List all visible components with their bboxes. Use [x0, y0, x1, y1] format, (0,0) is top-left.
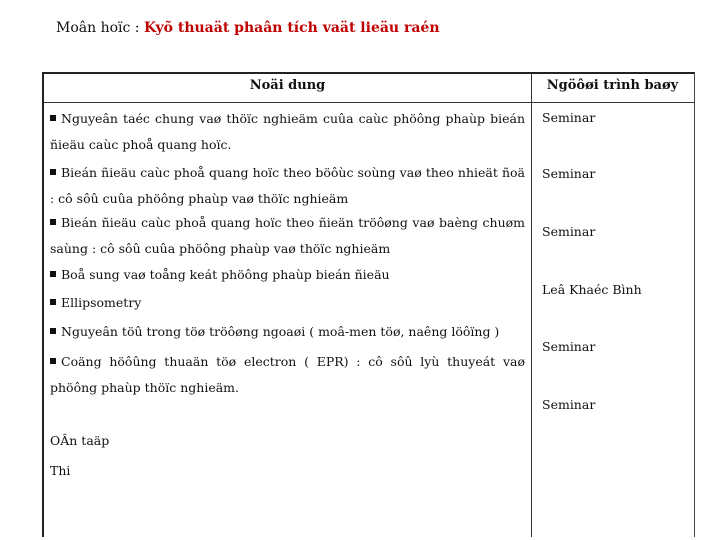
- header-divider: [44, 102, 694, 103]
- bullet-icon: [50, 115, 56, 121]
- column-divider: [531, 74, 532, 537]
- bullet-icon: [50, 219, 56, 225]
- content-item: Boå sung vaø toång keát phöông phaùp bieán ñieäu: [50, 262, 525, 288]
- bullet-icon: [50, 271, 56, 277]
- bullet-icon: [50, 358, 56, 364]
- presenter-cell: Seminar: [542, 397, 596, 412]
- bullet-icon: [50, 169, 56, 175]
- bullet-icon: [50, 328, 56, 334]
- content-item: Bieán ñieäu caùc phoå quang hoïc theo ñieän tröôøng vaø baèng chuøm saùng : cô sôû cuûa phöông phaùp vaø thöïc nghieäm: [50, 215, 525, 256]
- content-item: Nguyeân taéc chung vaø thöïc nghieäm cuûa caùc phöông phaùp bieán ñieäu caùc phoå quang hoïc.: [50, 111, 525, 152]
- exam-label: Thi: [50, 463, 71, 478]
- schedule-table: [42, 72, 695, 537]
- presenter-cell: Seminar: [542, 110, 596, 125]
- subject-title: Kyõ thuaät phaân tích vaät lieäu raén: [143, 20, 440, 36]
- presenter-cell: Seminar: [542, 166, 596, 181]
- presenter-cell: Seminar: [542, 339, 596, 354]
- content-item: Coäng höôûng thuaän töø electron ( EPR) : cô sôû lyù thuyeát vaø phöông phaùp thöïc nghieäm.: [50, 354, 525, 395]
- content-item: Nguyeân töû trong töø tröôøng ngoaøi ( moâ-men töø, naêng löôïng ): [50, 319, 525, 345]
- presenter-cell: Leâ Khaéc Bình: [542, 282, 642, 297]
- content-item: Ellipsometry: [50, 290, 525, 316]
- subject-line: [56, 20, 440, 36]
- subject-label: Moân hoïc :: [56, 20, 140, 36]
- review-label: OÂn taäp: [50, 433, 110, 448]
- presenter-cell: Seminar: [542, 224, 596, 239]
- bullet-icon: [50, 299, 56, 305]
- header-presenter: Ngöôøi trình baøy: [546, 78, 679, 93]
- content-item: Bieán ñieäu caùc phoå quang hoïc theo böôùc soùng vaø theo nhieät ñoä : cô sôû cuûa phöông phaùp vaø thöïc nghieäm: [50, 165, 525, 206]
- header-content: Noäi dung: [249, 78, 326, 93]
